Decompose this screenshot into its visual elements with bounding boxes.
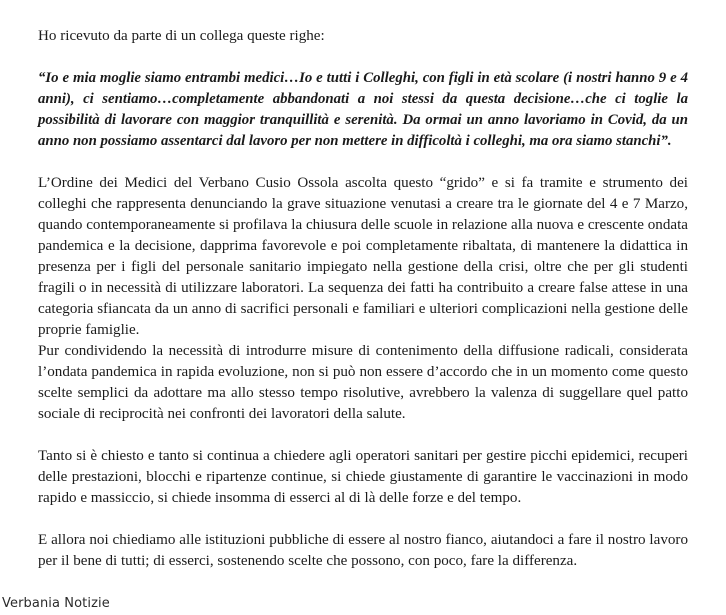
source-watermark: Verbania Notizie	[2, 596, 110, 611]
article-text-column	[38, 26, 688, 572]
intro-paragraph: Ho ricevuto da parte di un collega queste righe:	[38, 28, 325, 44]
body-paragraph-1: L’Ordine dei Medici del Verbano Cusio Ossola ascolta questo “grido” e si fa tramite e strumento dei colleghi che rappresenta denunciando la grave situazione venutasi a creare tra le giornate del 4 e 7 Marzo, quando contemporaneamente si profilava la chiusura delle scuole in relazione alla nuova e crescente ondata pandemica e la decisione, dapprima favorevole e poi completamente ribaltata, di mantenere la didattica in presenza per i figli del personale sanitario impiegato nella gestione della crisi, oltre che per gli studenti fragili o in necessità di utilizzare laboratori. La sequenza dei fatti ha contribuito a creare false attese in una categoria sfiancata da un anno di sacrifici personali e familiari e ulteriori complicazioni nella gestione delle proprie famiglie.	[38, 175, 688, 338]
quoted-letter-block: “Io e mia moglie siamo entrambi medici…Io e tutti i Colleghi, con figli in età scolare (i nostri hanno 9 e 4 anni), ci sentiamo…completamente abbandonati a noi stessi da questa decisione…che ci toglie la possibilità di lavorare con maggior tranquillità e serenità. Da ormai un anno lavoriamo in Covid, da un anno non possiamo assentarci dal lavoro per non mettere in difficoltà i colleghi, ma ora siamo stanchi”.	[38, 70, 688, 149]
body-paragraph-2: Pur condividendo la necessità di introdurre misure di contenimento della diffusione radicali, considerata l’ondata pandemica in rapida evoluzione, non si può non essere d’accordo che in un momento come questo scelte semplici da adottare ma allo stesso tempo risolutive, avrebbero la valenza di suggellare quel patto sociale di reciprocità nei confronti dei lavoratori della salute.	[38, 343, 688, 422]
body-paragraph-group	[38, 173, 688, 425]
body-paragraph-3: Tanto si è chiesto e tanto si continua a chiedere agli operatori sanitari per gestire picchi epidemici, recuperi delle prestazioni, blocchi e ripartenze continue, si chiede giustamente di garantire le vaccinazioni in modo rapido e massiccio, si chiede insomma di esserci al di là delle forze e del tempo.	[38, 448, 688, 506]
body-paragraph-4: E allora noi chiediamo alle istituzioni pubbliche di essere al nostro fianco, aiutandoci a fare il nostro lavoro per il bene di tutti; di esserci, sostenendo scelte che possono, con poco, fare la differenza.	[38, 532, 688, 569]
